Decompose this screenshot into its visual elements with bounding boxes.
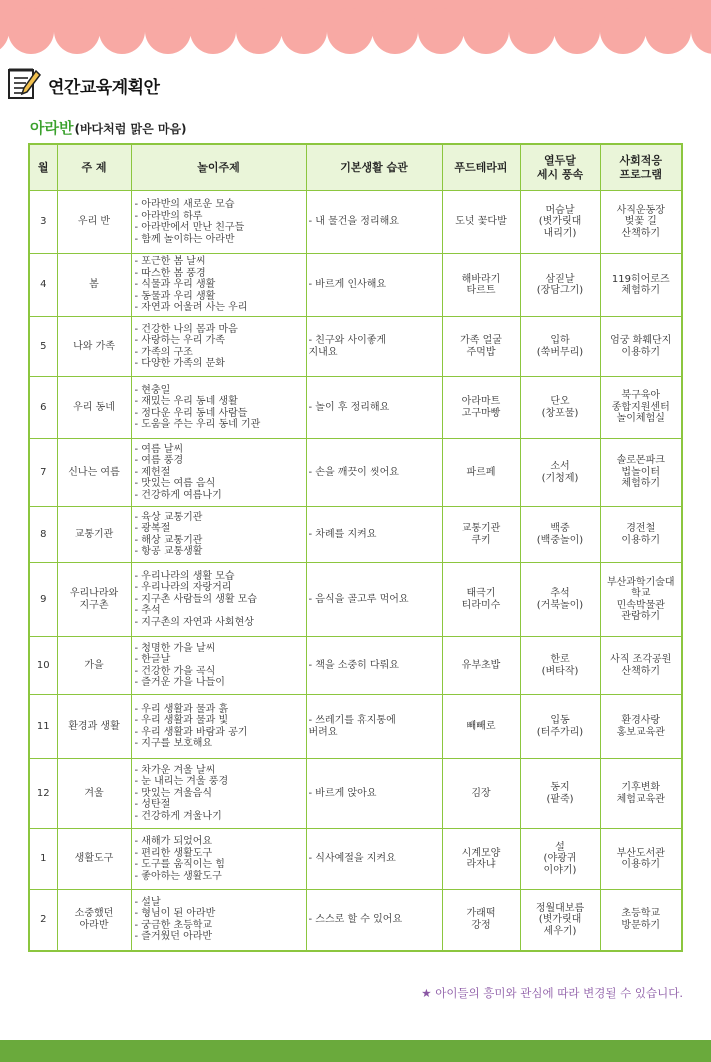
play-topics-cell xyxy=(131,317,306,377)
star-icon: ★ xyxy=(421,986,432,1000)
play-topics-cell xyxy=(131,759,306,829)
play-topic: - 지구촌의 자연과 사회현상 xyxy=(134,616,254,628)
play-topic: - 포근한 봄 날씨 xyxy=(134,256,206,268)
social-program-cell: 솔로몬파크 법놀이터 체험하기 xyxy=(600,439,682,507)
seasonal-custom-cell: 한로 (벼타작) xyxy=(520,637,600,695)
food-therapy-cell: 가래떡 강정 xyxy=(442,890,520,951)
food-therapy-cell: 유부초밥 xyxy=(442,637,520,695)
theme-cell: 우리나라와 지구촌 xyxy=(57,563,131,637)
habit-cell: - 차례를 지켜요 xyxy=(306,507,442,563)
play-topic: - 가족의 구조 xyxy=(134,346,193,358)
theme-cell: 우리 반 xyxy=(57,191,131,254)
table-row xyxy=(29,637,682,695)
theme-cell: 환경과 생활 xyxy=(57,695,131,759)
play-topic: - 눈 내리는 겨울 풍경 xyxy=(134,776,229,788)
play-topic: - 궁금한 초등학교 xyxy=(134,919,213,931)
habit-cell: - 식사예절을 지켜요 xyxy=(306,829,442,890)
play-topics-cell xyxy=(131,829,306,890)
table-body xyxy=(29,191,682,951)
theme-cell: 봄 xyxy=(57,254,131,317)
play-topic: - 지구촌 사람들의 생활 모습 xyxy=(134,593,258,605)
social-program-cell: 북구육아 종합지원센터 놀이체험실 xyxy=(600,377,682,439)
social-program-cell: 부산도서관 이용하기 xyxy=(600,829,682,890)
month-cell: 10 xyxy=(29,637,57,695)
play-topic: - 재밌는 우리 동네 생활 xyxy=(134,396,238,407)
seasonal-custom-cell: 설 (야광귀 이야기) xyxy=(520,829,600,890)
theme-cell: 가을 xyxy=(57,637,131,695)
play-topic: - 건강하게 여름나기 xyxy=(134,489,222,501)
month-cell: 2 xyxy=(29,890,57,951)
play-topic: - 편리한 생활도구 xyxy=(134,847,213,859)
play-topic: - 차가운 겨울 날씨 xyxy=(134,764,216,776)
seasonal-custom-cell: 백중 (백중놀이) xyxy=(520,507,600,563)
play-topic: - 한글날 xyxy=(134,654,171,665)
header-scallop-band xyxy=(0,0,711,58)
table-row xyxy=(29,317,682,377)
col-habit-header: 기본생활 습관 xyxy=(306,144,442,191)
play-topic: - 도구를 움직이는 힘 xyxy=(134,859,225,870)
play-topic: - 우리나라의 자랑거리 xyxy=(134,582,232,594)
play-topic: - 도움을 주는 우리 동네 기관 xyxy=(134,419,261,430)
play-topic: - 우리나라의 생활 모습 xyxy=(134,570,235,582)
col-food-header: 푸드테라피 xyxy=(442,144,520,191)
social-program-cell: 119히어로즈 체험하기 xyxy=(600,254,682,317)
play-topic: - 동물과 우리 생활 xyxy=(134,290,216,302)
table-row xyxy=(29,507,682,563)
theme-cell: 교통기관 xyxy=(57,507,131,563)
table-row xyxy=(29,563,682,637)
habit-cell: - 내 물건을 정리해요 xyxy=(306,191,442,254)
play-topics-cell xyxy=(131,890,306,951)
habit-cell: - 음식을 골고루 먹어요 xyxy=(306,563,442,637)
play-topic: - 지구를 보호해요 xyxy=(134,738,213,749)
play-topic: - 제헌절 xyxy=(134,466,171,478)
play-topic: - 건강하게 겨울나기 xyxy=(134,810,222,822)
play-topic: - 좋아하는 생활도구 xyxy=(134,870,222,882)
month-cell: 7 xyxy=(29,439,57,507)
play-topic: - 아라반에서 만난 친구들 xyxy=(134,222,245,233)
play-topics-cell xyxy=(131,191,306,254)
play-topic: - 따스한 봄 풍경 xyxy=(134,267,206,279)
theme-cell: 소중했던 아라반 xyxy=(57,890,131,951)
play-topic: - 청명한 가을 날씨 xyxy=(134,642,216,654)
habit-cell: - 놀이 후 정리해요 xyxy=(306,377,442,439)
habit-cell: - 바르게 인사해요 xyxy=(306,254,442,317)
theme-cell: 신나는 여름 xyxy=(57,439,131,507)
play-topic: - 건강한 나의 몸과 마음 xyxy=(134,323,238,335)
play-topic: - 우리 생활과 물과 빛 xyxy=(134,715,229,726)
social-program-cell: 기후변화 체험교육관 xyxy=(600,759,682,829)
play-topic: - 광복절 xyxy=(134,523,171,534)
table-row xyxy=(29,377,682,439)
table-row xyxy=(29,695,682,759)
play-topics-cell xyxy=(131,377,306,439)
month-cell: 11 xyxy=(29,695,57,759)
month-cell: 6 xyxy=(29,377,57,439)
table-header-row xyxy=(29,144,682,191)
month-cell: 12 xyxy=(29,759,57,829)
footnote-text: 아이들의 흥미와 관심에 따라 변경될 수 있습니다. xyxy=(435,986,683,1000)
habit-cell: - 쓰레기를 휴지통에 버려요 xyxy=(306,695,442,759)
seasonal-custom-cell: 추석 (거북놀이) xyxy=(520,563,600,637)
play-topic: - 형님이 된 아라반 xyxy=(134,908,216,920)
food-therapy-cell: 교통기관 쿠키 xyxy=(442,507,520,563)
seasonal-custom-cell: 입동 (터주가리) xyxy=(520,695,600,759)
class-motto: (바다처럼 맑은 마음) xyxy=(74,122,187,136)
class-name: 아라반 xyxy=(30,119,74,137)
play-topic: - 건강한 가을 곡식 xyxy=(134,665,216,677)
play-topics-cell xyxy=(131,695,306,759)
habit-cell: - 바르게 앉아요 xyxy=(306,759,442,829)
seasonal-custom-cell: 정월대보름 (볏가릿대 세우기) xyxy=(520,890,600,951)
play-topics-cell xyxy=(131,507,306,563)
play-topic: - 육상 교통기관 xyxy=(134,511,203,523)
table-row xyxy=(29,439,682,507)
play-topic: - 여름 날씨 xyxy=(134,443,184,455)
food-therapy-cell: 가족 얼굴 주먹밥 xyxy=(442,317,520,377)
play-topic: - 식물과 우리 생활 xyxy=(134,279,216,291)
seasonal-custom-cell: 머슴날 (볏가릿대 내리기) xyxy=(520,191,600,254)
play-topic: - 아라반의 새로운 모습 xyxy=(134,199,235,210)
play-topic: - 함께 놀이하는 아라반 xyxy=(134,233,235,245)
seasonal-custom-cell: 단오 (창포물) xyxy=(520,377,600,439)
table-row xyxy=(29,759,682,829)
play-topic: - 맛있는 겨울음식 xyxy=(134,787,213,799)
play-topics-cell xyxy=(131,439,306,507)
theme-cell: 생활도구 xyxy=(57,829,131,890)
month-cell: 4 xyxy=(29,254,57,317)
col-custom-header: 열두달 세시 풍속 xyxy=(520,144,600,191)
col-program-header: 사회적응 프로그램 xyxy=(600,144,682,191)
play-topic: - 여름 풍경 xyxy=(134,455,184,467)
food-therapy-cell: 파르페 xyxy=(442,439,520,507)
food-therapy-cell: 김장 xyxy=(442,759,520,829)
play-topic: - 사랑하는 우리 가족 xyxy=(134,335,225,346)
social-program-cell: 사직 조각공원 산책하기 xyxy=(600,637,682,695)
play-topics-cell xyxy=(131,637,306,695)
social-program-cell: 엄궁 화훼단지 이용하기 xyxy=(600,317,682,377)
table-row xyxy=(29,890,682,951)
food-therapy-cell: 시계모양 라자냐 xyxy=(442,829,520,890)
page-header xyxy=(6,66,159,104)
play-topic: - 우리 생활과 물과 흙 xyxy=(134,703,229,715)
seasonal-custom-cell: 삼짇날 (장담그기) xyxy=(520,254,600,317)
play-topic: - 해상 교통기관 xyxy=(134,534,203,546)
theme-cell: 우리 동네 xyxy=(57,377,131,439)
habit-cell: - 책을 소중히 다뤄요 xyxy=(306,637,442,695)
table-row xyxy=(29,254,682,317)
footer-band xyxy=(0,1040,711,1062)
play-topic: - 우리 생활과 바람과 공기 xyxy=(134,726,248,738)
play-topic: - 항공 교통생활 xyxy=(134,546,203,557)
play-topic: - 현충일 xyxy=(134,384,171,396)
table-row xyxy=(29,191,682,254)
play-topic: - 맛있는 여름 음식 xyxy=(134,478,216,490)
month-cell: 8 xyxy=(29,507,57,563)
play-topics-cell xyxy=(131,254,306,317)
play-topic: - 즐거운 가을 나들이 xyxy=(134,677,225,688)
habit-cell: - 스스로 할 수 있어요 xyxy=(306,890,442,951)
play-topic: - 추석 xyxy=(134,605,161,617)
play-topic: - 성탄절 xyxy=(134,799,171,811)
play-topic: - 아라반의 하루 xyxy=(134,210,203,222)
seasonal-custom-cell: 입하 (쑥버무리) xyxy=(520,317,600,377)
col-play-header: 놀이주제 xyxy=(131,144,306,191)
play-topic: - 즐거웠던 아라반 xyxy=(134,931,213,943)
social-program-cell: 부산과학기술대 학교 민속박물관 관람하기 xyxy=(600,563,682,637)
social-program-cell: 환경사랑 홍보교육관 xyxy=(600,695,682,759)
annual-plan-table xyxy=(28,143,683,952)
theme-cell: 겨울 xyxy=(57,759,131,829)
habit-cell: - 손을 깨끗이 씻어요 xyxy=(306,439,442,507)
habit-cell: - 친구와 사이좋게 지내요 xyxy=(306,317,442,377)
social-program-cell: 초등학교 방문하기 xyxy=(600,890,682,951)
play-topic: - 정다운 우리 동네 사람들 xyxy=(134,407,248,419)
seasonal-custom-cell: 소서 (기청제) xyxy=(520,439,600,507)
seasonal-custom-cell: 동지 (팥죽) xyxy=(520,759,600,829)
play-topics-cell xyxy=(131,563,306,637)
month-cell: 3 xyxy=(29,191,57,254)
class-heading xyxy=(30,117,187,138)
social-program-cell: 사직운동장 벚꽃 길 산책하기 xyxy=(600,191,682,254)
play-topic: - 자연과 어울려 사는 우리 xyxy=(134,302,248,314)
food-therapy-cell: 도넛 꽃다발 xyxy=(442,191,520,254)
food-therapy-cell: 태극기 티라미수 xyxy=(442,563,520,637)
page-title: 연간교육계획안 xyxy=(48,77,160,98)
food-therapy-cell: 아라마트 고구마빵 xyxy=(442,377,520,439)
food-therapy-cell: 빼빼로 xyxy=(442,695,520,759)
col-theme-header: 주 제 xyxy=(57,144,131,191)
month-cell: 5 xyxy=(29,317,57,377)
food-therapy-cell: 해바라기 타르트 xyxy=(442,254,520,317)
month-cell: 9 xyxy=(29,563,57,637)
month-cell: 1 xyxy=(29,829,57,890)
table-row xyxy=(29,829,682,890)
col-month-header: 월 xyxy=(29,144,57,191)
play-topic: - 설날 xyxy=(134,896,161,908)
footnote xyxy=(421,985,683,1001)
play-topic: - 새해가 되었어요 xyxy=(134,836,213,847)
notepad-pencil-icon xyxy=(6,65,42,105)
play-topic: - 다양한 가족의 문화 xyxy=(134,358,225,369)
theme-cell: 나와 가족 xyxy=(57,317,131,377)
social-program-cell: 경전철 이용하기 xyxy=(600,507,682,563)
